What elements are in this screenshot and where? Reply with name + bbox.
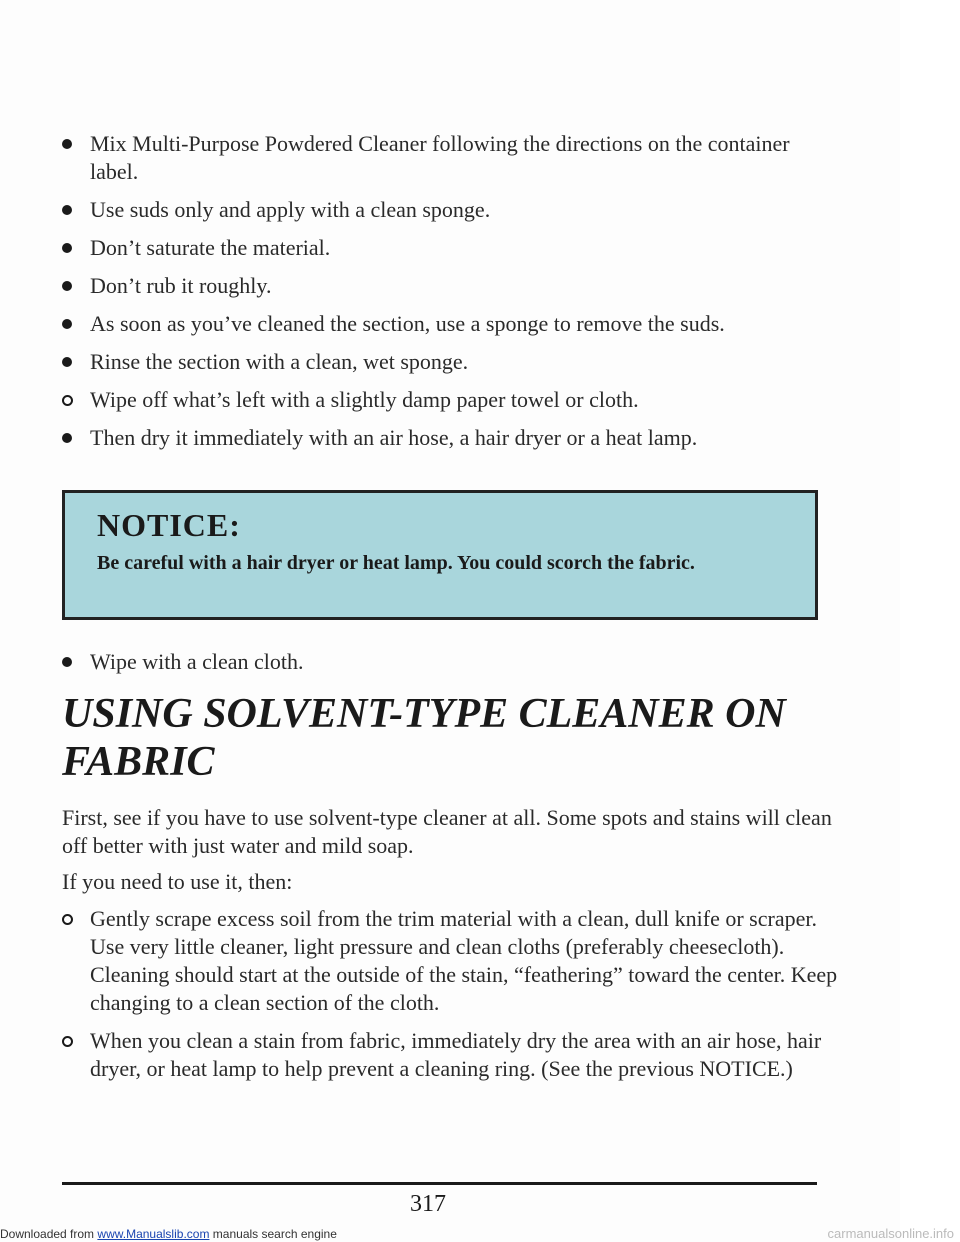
intro-paragraph: First, see if you have to use solvent-type cleaner at all. Some spots and stains will clean off better with just water and mild soap. — [62, 805, 832, 858]
list-item: Wipe off what’s left with a slightly damp paper towel or cloth. — [62, 386, 842, 414]
list-item: Don’t rub it roughly. — [62, 272, 842, 300]
list-item: Use suds only and apply with a clean sponge. — [62, 196, 842, 224]
bullet-icon — [62, 433, 72, 443]
wipe-step-list — [62, 648, 842, 686]
list-item: Wipe with a clean cloth. — [62, 648, 842, 676]
notice-box — [62, 490, 818, 620]
bullet-icon — [62, 281, 72, 291]
bullet-icon — [62, 139, 72, 149]
bullet-icon — [62, 657, 72, 667]
solvent-steps-list — [62, 905, 842, 1093]
page-number: 317 — [410, 1191, 446, 1217]
section-heading: USING SOLVENT-TYPE CLEANER ON FABRIC — [62, 691, 786, 785]
list-item: When you clean a stain from fabric, immediately dry the area with an air hose, hair dryer, or heat lamp to help prevent a cleaning ring. (See the previous NOTICE.) — [62, 1027, 842, 1083]
notice-body: Be careful with a hair dryer or heat lamp. You could scorch the fabric. — [97, 552, 695, 574]
footer-divider — [62, 1182, 817, 1185]
list-item: Don’t saturate the material. — [62, 234, 842, 262]
list-item: As soon as you’ve cleaned the section, use a sponge to remove the suds. — [62, 310, 842, 338]
notice-title: NOTICE: — [97, 507, 241, 543]
lead-in-paragraph: If you need to use it, then: — [62, 869, 293, 894]
bullet-icon — [62, 1036, 73, 1047]
bullet-icon — [62, 243, 72, 253]
list-item: Rinse the section with a clean, wet sponge. — [62, 348, 842, 376]
bullet-icon — [62, 395, 73, 406]
bullet-icon — [62, 205, 72, 215]
bullet-icon — [62, 357, 72, 367]
list-item: Gently scrape excess soil from the trim material with a clean, dull knife or scraper. Use very little cleaner, light pressure and clean cloths (preferably cheesecloth). Cleaning should start at the outside of the stain, “feathering” toward the center. Keep changing to a clean section of the cloth. — [62, 905, 842, 1017]
manualslib-link[interactable]: www.Manualslib.com — [97, 1227, 210, 1241]
cleaning-steps-list — [62, 130, 842, 462]
list-item: Mix Multi-Purpose Powdered Cleaner following the directions on the container label. — [62, 130, 842, 186]
download-banner: Downloaded from www.Manualslib.com manuals search engine — [0, 1227, 337, 1241]
list-item: Then dry it immediately with an air hose, a hair dryer or a heat lamp. — [62, 424, 842, 452]
watermark: carmanualsonline.info — [827, 1226, 954, 1241]
bullet-icon — [62, 319, 72, 329]
bullet-icon — [62, 914, 73, 925]
